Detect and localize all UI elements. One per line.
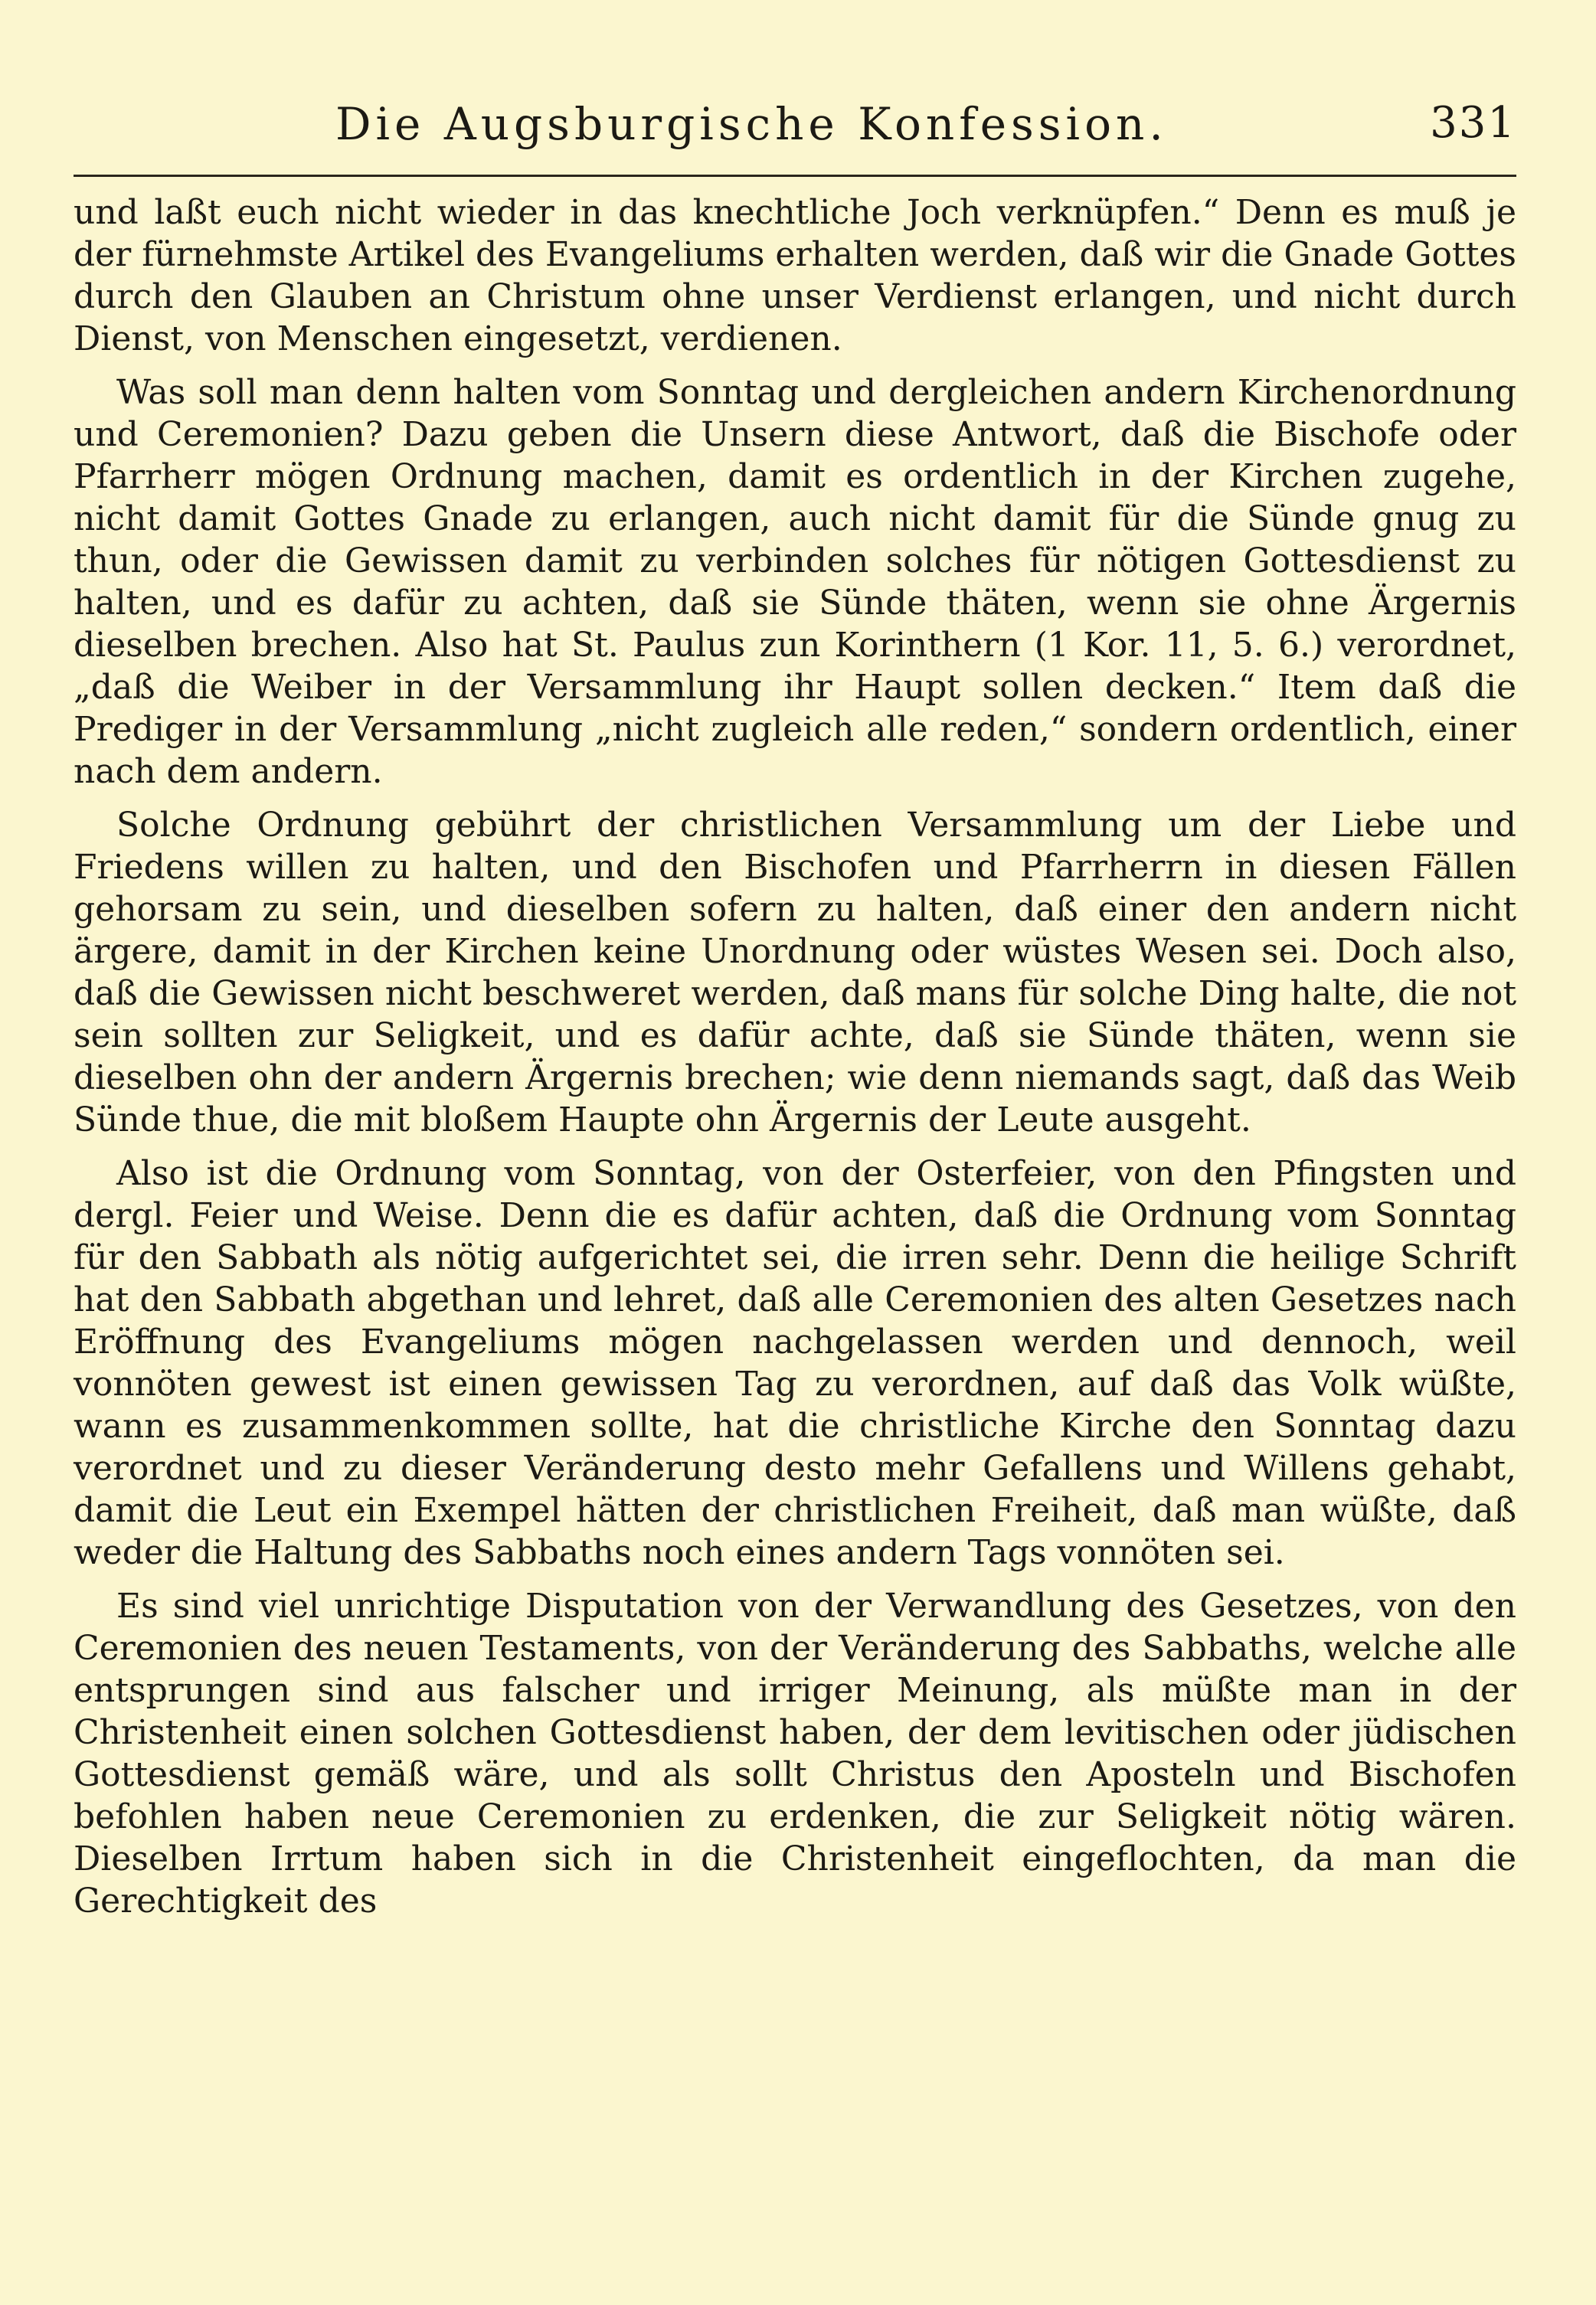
paragraph-3: Solche Ordnung gebührt der christlichen Versammlung um der Liebe und Friedens willen zu halten, und den Bischofen und Pfarrherrn in diesen Fällen gehorsam zu sein, und dieselben sofern zu halten, daß einer den andern nicht ärgere, damit in der Kirchen keine Unordnung oder wüstes Wesen sei. Doch also, daß die Gewissen nicht beschweret werden, daß mans für solche Ding halte, die not sein sollten zur Seligkeit, und es dafür achte, daß sie Sünde thäten, wenn sie dieselben ohn der andern Ärgernis brechen; wie denn niemands sagt, daß das Weib Sünde thue, die mit bloßem Haupte ohn Ärgernis der Leute ausgeht.: [74, 806, 1516, 1139]
body-text: [74, 191, 1516, 1922]
page-header: [74, 98, 1516, 164]
page-number: 331: [1430, 98, 1516, 148]
running-title: Die Augsburgische Konfession.: [335, 98, 1168, 150]
paragraph-2: Was soll man denn halten vom Sonntag und dergleichen andern Kirchenordnung und Ceremonien? Dazu geben die Unsern diese Antwort, daß die Bischofe oder Pfarrherr mögen Ordnung machen, damit es ordentlich in der Kirchen zugehe, nicht damit Gottes Gnade zu erlangen, auch nicht damit für die Sünde gnug zu thun, oder die Gewissen damit zu verbinden solches für nötigen Gottesdienst zu halten, und es dafür zu achten, daß sie Sünde thäten, wenn sie ohne Ärgernis dieselben brechen. Also hat St. Paulus zun Korinthern (1 Kor. 11, 5. 6.) verordnet, „daß die Weiber in der Versammlung ihr Haupt sollen decken.“ Item daß die Prediger in der Versammlung „nicht zugleich alle reden,“ sondern ordentlich, einer nach dem andern.: [74, 373, 1516, 791]
paragraph-1: und laßt euch nicht wieder in das knechtliche Joch verknüpfen.“ Denn es muß je der fürnehmste Artikel des Evangeliums erhalten werden, daß wir die Gnade Gottes durch den Glauben an Christum ohne unser Verdienst erlangen, und nicht durch Dienst, von Menschen eingesetzt, verdienen.: [74, 193, 1516, 358]
header-rule: [74, 175, 1516, 177]
book-page: [74, 98, 1516, 1921]
paragraph-4: Also ist die Ordnung vom Sonntag, von der Osterfeier, von den Pfingsten und dergl. Feier und Weise. Denn die es dafür achten, daß die Ordnung vom Sonntag für den Sabbath als nötig aufgerichtet sei, die irren sehr. Denn die heilige Schrift hat den Sabbath abgethan und lehret, daß alle Ceremonien des alten Gesetzes nach Eröffnung des Evangeliums mögen nachgelassen werden und dennoch, weil vonnöten gewest ist einen gewissen Tag zu verordnen, auf daß das Volk wüßte, wann es zusammenkommen sollte, hat die christliche Kirche den Sonntag dazu verordnet und zu dieser Veränderung desto mehr Gefallens und Willens gehabt, damit die Leut ein Exempel hätten der christlichen Freiheit, daß man wüßte, daß weder die Haltung des Sabbaths noch eines andern Tags vonnöten sei.: [74, 1154, 1516, 1572]
paragraph-5: Es sind viel unrichtige Disputation von der Verwandlung des Gesetzes, von den Ceremonien des neuen Testaments, von der Veränderung des Sabbaths, welche alle entsprungen sind aus falscher und irriger Meinung, als müßte man in der Christenheit einen solchen Gottesdienst haben, der dem levitischen oder jüdischen Gottesdienst gemäß wäre, und als sollt Christus den Aposteln und Bischofen befohlen haben neue Ceremonien zu erdenken, die zur Seligkeit nötig wären. Dieselben Irrtum haben sich in die Christenheit eingeflochten, da man die Gerechtigkeit des: [74, 1587, 1516, 1921]
